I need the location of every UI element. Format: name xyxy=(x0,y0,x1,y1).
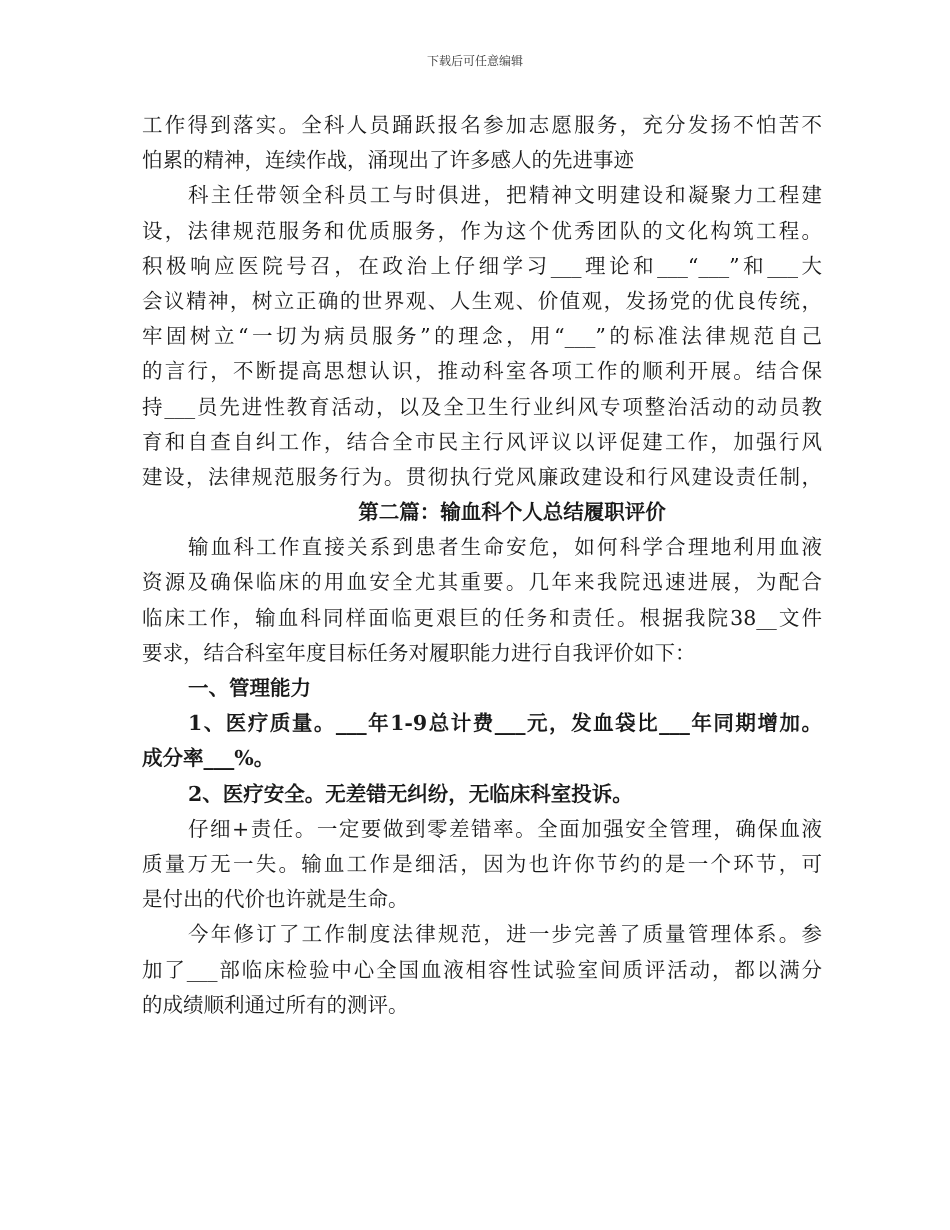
section-heading: 第二篇：输血科个人总结履职评价 xyxy=(358,500,666,525)
item-line: 成分率___%。 xyxy=(142,746,275,771)
paragraph-line: 质量万无一失。输血工作是细活，因为也许你节约的是一个环节，可 xyxy=(142,851,822,876)
paragraph-line: 科主任带领全科员工与时俱进，把精神文明建设和凝聚力工程建 xyxy=(188,183,822,208)
page-header: 下载后可任意编辑 xyxy=(426,54,523,68)
paragraph-line: 牢固树立“一切为病员服务”的理念，用“___”的标准法律规范自己 xyxy=(142,324,822,349)
paragraph-line: 要求，结合科室年度目标任务对履职能力进行自我评价如下： xyxy=(142,640,696,665)
paragraph-line: 怕累的精神，连续作战，涌现出了许多感人的先进事迹 xyxy=(142,148,634,173)
paragraph-line: 的成绩顺利通过所有的测评。 xyxy=(142,992,409,1017)
item-line: 1、医疗质量。___年1-9总计费___元，发血袋比___年同期增加。 xyxy=(188,711,822,736)
item-line: 2、医疗安全。无差错无纠纷，无临床科室投诉。 xyxy=(188,781,633,806)
paragraph-line: 输血科工作直接关系到患者生命安危，如何科学合理地利用血液 xyxy=(188,535,822,560)
document-body xyxy=(142,108,822,1023)
paragraph-line: 仔细+责任。一定要做到零差错率。全面加强安全管理，确保血液 xyxy=(188,816,822,841)
paragraph-line: 育和自查自纠工作，结合全市民主行风评议以评促建工作，加强行风 xyxy=(142,429,822,454)
paragraph-line: 建设，法律规范服务行为。贯彻执行党风廉政建设和行风建设责任制， xyxy=(142,464,822,489)
paragraph-line: 是付出的代价也许就是生命。 xyxy=(142,887,409,912)
paragraph-line: 加了___部临床检验中心全国血液相容性试验室间质评活动，都以满分 xyxy=(142,957,822,982)
paragraph-line: 今年修订了工作制度法律规范，进一步完善了质量管理体系。参 xyxy=(188,922,822,947)
paragraph-line: 会议精神，树立正确的世界观、人生观、价值观，发扬党的优良传统， xyxy=(142,288,822,313)
paragraph-line: 设，法律规范服务和优质服务，作为这个优秀团队的文化构筑工程。 xyxy=(142,218,822,243)
paragraph-line: 的言行，不断提高思想认识，推动科室各项工作的顺利开展。结合保 xyxy=(142,359,822,384)
paragraph-line: 工作得到落实。全科人员踊跃报名参加志愿服务，充分发扬不怕苦不 xyxy=(142,113,822,137)
subsection-heading: 一、管理能力 xyxy=(188,676,311,700)
paragraph-line: 临床工作，输血科同样面临更艰巨的任务和责任。根据我院38__文件 xyxy=(142,605,822,630)
paragraph-line: 持___员先进性教育活动，以及全卫生行业纠风专项整治活动的动员教 xyxy=(142,394,822,419)
paragraph-line: 资源及确保临床的用血安全尤其重要。几年来我院迅速进展，为配合 xyxy=(142,570,822,595)
paragraph-line: 积极响应医院号召，在政治上仔细学习___理论和___“___”和___大 xyxy=(142,253,822,278)
